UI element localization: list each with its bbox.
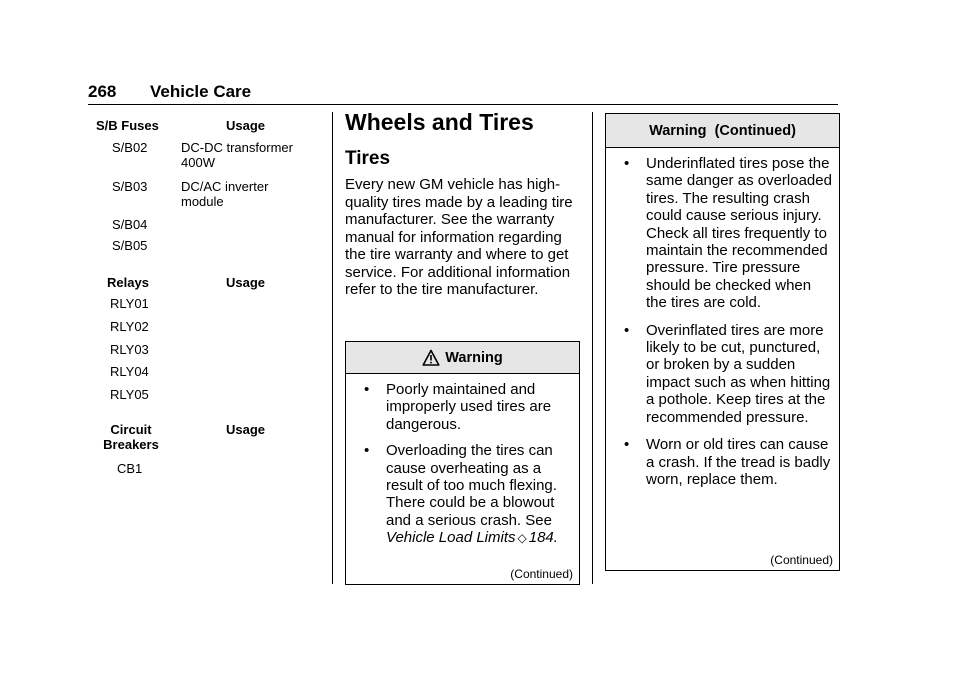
page-number: 268	[88, 82, 117, 101]
list-item: • Overloading the tires can cause overheating as a result of too much flexing. There could be a blowout and a serious crash. See Vehicle Load Limits ◇ 184.	[364, 442, 558, 547]
bullet-icon: •	[624, 155, 630, 172]
sb-fuses-col1-header: S/B Fuses	[96, 118, 159, 133]
table-row-id: S/B05	[112, 238, 148, 253]
warning-continued-box	[605, 113, 840, 571]
table-row-id: RLY04	[110, 364, 149, 379]
section-heading: Wheels and Tires	[345, 109, 534, 135]
bullet-icon: •	[364, 442, 370, 460]
list-item	[606, 322, 833, 426]
warning-title: Warning	[445, 349, 503, 366]
bullet-text: Underinflated tires pose the same danger as overloaded tires. The resulting crash could cause serious injury. Check all tires frequently to maintain the recommended pressure. Tire pressure should be checked when the tires are cold.	[646, 155, 832, 312]
section-title: Vehicle Care	[150, 82, 252, 101]
continued-label: (Continued)	[770, 553, 833, 567]
table-row-id: RLY02	[110, 319, 149, 334]
page-reference-link[interactable]: Vehicle Load Limits	[386, 529, 516, 547]
breakers-col2-header: Usage	[226, 422, 266, 437]
table-row-id: RLY05	[110, 387, 149, 402]
bullet-icon: •	[624, 436, 630, 454]
sb-fuses-col2-header: Usage	[226, 118, 266, 133]
table-row-id: S/B03	[112, 179, 148, 194]
continued-label: (Continued)	[510, 567, 573, 581]
intro-paragraph: Every new GM vehicle has high-quality tires made by a leading tire manufacturer. See the warranty manual for information regarding the tire warranty and where to get service. For additional information refer to the tire manufacturer.	[345, 176, 573, 298]
table-row-id: S/B02	[112, 140, 148, 155]
warning-triangle-icon	[422, 349, 440, 367]
bullet-text: Overloading the tires can cause overheating as a result of too much flexing. There could be a blowout and a serious crash. See	[386, 442, 557, 529]
page-ref-icon: ◇	[517, 531, 527, 546]
page-header	[88, 82, 251, 102]
relays-col1-header: Relays	[107, 275, 149, 290]
bullet-icon: •	[364, 381, 370, 398]
warning-continued-title: Warning (Continued)	[649, 122, 796, 139]
breakers-col1-header: Circuit Breakers	[103, 422, 159, 452]
header-rule	[88, 104, 838, 105]
table-row-usage: DC-DC transformer 400W	[181, 140, 293, 170]
relays-col2-header: Usage	[226, 275, 266, 290]
bullet-text: Overinflated tires are more likely to be cut, punctured, or broken by a sudden impact such as when hitting a pothole. Keep tires at the recommended pressure.	[646, 321, 831, 426]
bullet-text: Worn or old tires can cause a crash. If the tread is badly worn, replace them.	[646, 436, 831, 488]
list-item	[606, 436, 833, 488]
bullet-text: Poorly maintained and improperly used tires are dangerous.	[386, 381, 552, 433]
warning-title-bar	[346, 342, 579, 374]
bullet-icon: •	[624, 321, 630, 339]
table-row-id: RLY03	[110, 342, 149, 357]
table-row-usage: DC/AC inverter module	[181, 179, 269, 209]
list-item	[346, 381, 573, 433]
warning-box	[345, 341, 580, 585]
table-row-id: RLY01	[110, 296, 149, 311]
table-row-id: CB1	[117, 461, 143, 476]
page-reference-number[interactable]: 184	[528, 529, 554, 547]
column-divider	[592, 112, 593, 584]
column-divider	[332, 112, 333, 584]
subsection-heading: Tires	[345, 148, 391, 169]
table-row-id: S/B04	[112, 217, 148, 232]
warning-title-bar	[606, 114, 839, 148]
list-item	[606, 155, 833, 312]
